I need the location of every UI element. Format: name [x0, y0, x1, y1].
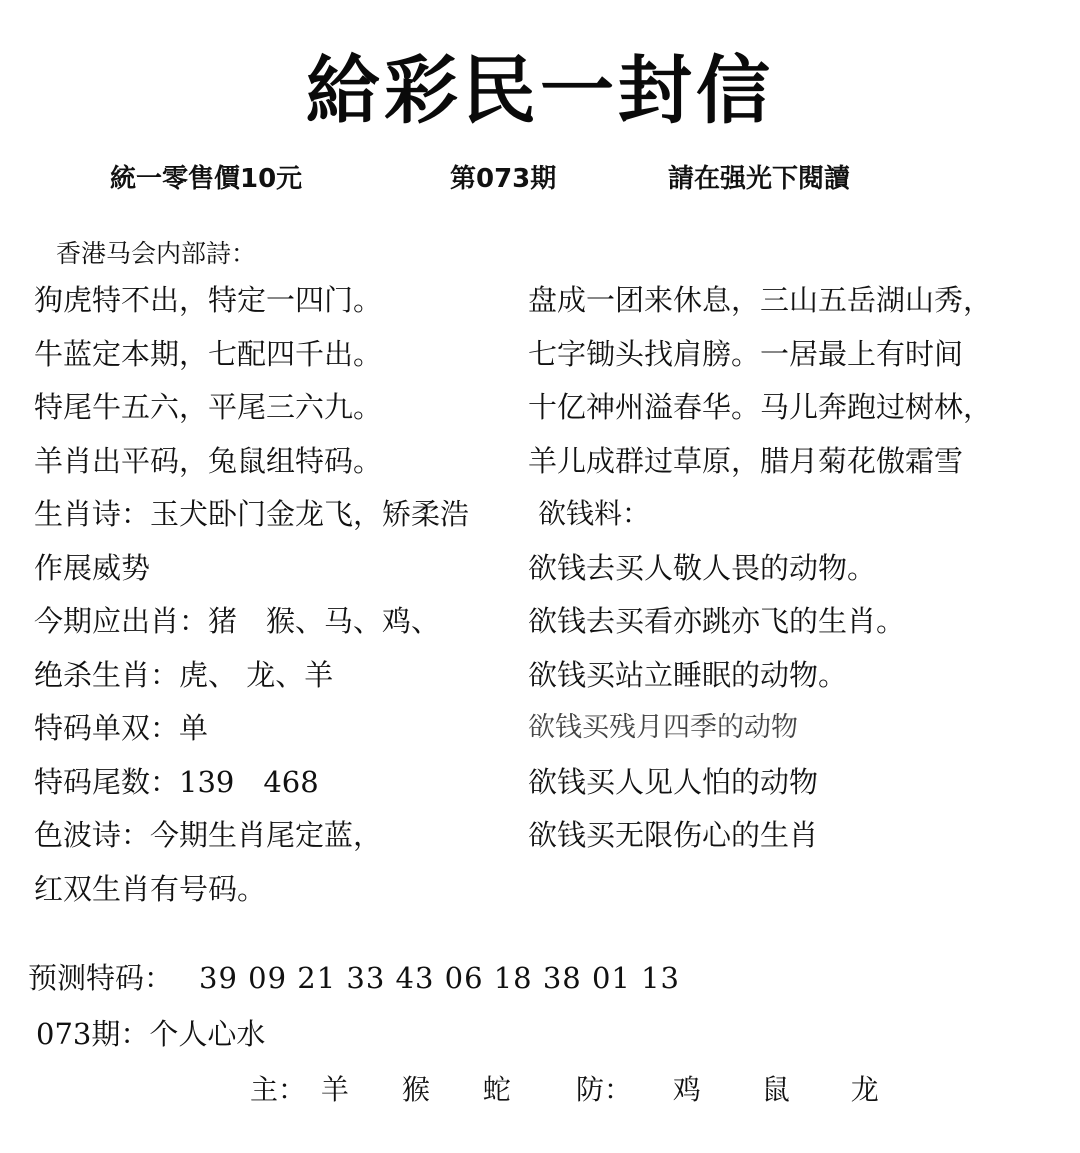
price-note: 統一零售價10元	[110, 164, 303, 194]
right-column	[528, 278, 1048, 867]
poem-line: 作展威势	[34, 550, 151, 585]
issue-note: 073期：个人心水	[36, 1017, 266, 1051]
main-zodiac: 羊	[320, 1073, 349, 1106]
poem-line: 绝杀生肖：虎、 龙、羊	[34, 657, 334, 692]
prediction-label: 预测特码：	[28, 961, 174, 995]
poem-line: 生肖诗：玉犬卧门金龙飞，矫柔浩	[34, 497, 470, 531]
poem-line: 今期应出肖：猪 猴、马、鸡、	[34, 604, 441, 638]
guard-picks	[576, 1068, 905, 1108]
prediction-line	[28, 956, 680, 997]
guard-zodiac: 鸡	[672, 1073, 701, 1106]
prediction-numbers: 39 09 21 33 43 06 18 38 01 13	[199, 961, 680, 995]
riddle-line: 欲钱去买人敬人畏的动物。	[528, 550, 877, 585]
section-heading: 香港马会内部詩：	[56, 239, 257, 268]
main-zodiac: 蛇	[482, 1073, 511, 1106]
left-column	[34, 278, 514, 920]
poem-line: 十亿神州溢春华。马儿奔跑过树林，	[528, 390, 993, 424]
poem-line: 羊肖出平码，兔鼠组特码。	[34, 443, 383, 478]
poem-line: 特码单双：单	[34, 711, 209, 745]
guard-zodiac: 鼠	[761, 1073, 790, 1106]
page-title: 給彩民一封信	[306, 48, 774, 134]
poem-line: 特码尾数：139 468	[34, 764, 319, 799]
poem-line: 盘成一团来休息，三山五岳湖山秀，	[528, 283, 993, 317]
riddle-line: 欲钱买残月四季的动物	[528, 712, 798, 743]
riddle-line: 欲钱买站立睡眠的动物。	[528, 657, 848, 692]
reading-instruction: 請在强光下閱讀	[668, 164, 851, 194]
riddle-line: 欲钱买人见人怕的动物	[528, 764, 819, 799]
riddle-line: 欲钱去买看亦跳亦飞的生肖。	[528, 604, 906, 638]
poem-line: 七字锄头找肩膀。一居最上有时间	[528, 336, 964, 371]
poem-line: 羊儿成群过草原，腊月菊花傲霜雪	[528, 443, 964, 478]
riddle-line: 欲钱买无限伤心的生肖	[528, 818, 819, 852]
main-picks	[250, 1068, 555, 1108]
poem-line: 特尾牛五六，平尾三六九。	[34, 390, 383, 424]
main-zodiac: 猴	[401, 1073, 430, 1106]
main-label: 主：	[250, 1073, 307, 1106]
guard-zodiac: 龙	[850, 1073, 879, 1106]
poem-line: 狗虎特不出，特定一四门。	[34, 283, 383, 317]
guard-label: 防：	[576, 1073, 633, 1106]
riddle-heading: 欲钱料：	[538, 497, 651, 530]
poem-line: 红双生肖有号码。	[34, 871, 267, 906]
poem-line: 牛蓝定本期，七配四千出。	[34, 336, 383, 371]
poem-line: 色波诗：今期生肖尾定蓝，	[34, 818, 383, 852]
issue-number: 第073期	[450, 164, 557, 194]
